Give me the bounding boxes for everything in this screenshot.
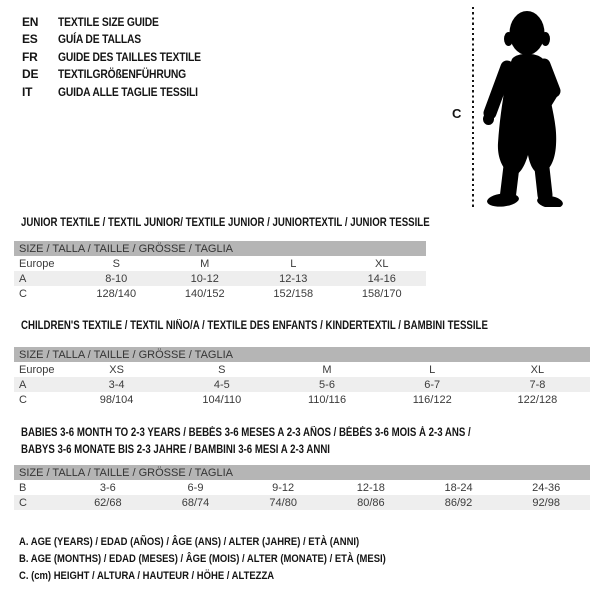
months-cell: 9-12 (272, 481, 295, 494)
height-cell: 104/110 (202, 393, 242, 406)
height-cell: 152/158 (273, 287, 314, 300)
height-cell: 74/80 (269, 496, 297, 509)
size-cell: S (112, 257, 120, 270)
height-cell: 158/170 (361, 287, 402, 300)
size-cell: XL (375, 257, 389, 270)
language-code: FR (22, 49, 38, 64)
baby-silhouette-icon (479, 7, 573, 207)
height-cell: 122/128 (517, 393, 558, 406)
language-row-de (22, 66, 224, 84)
table-row-months (14, 480, 590, 495)
size-header-bar (14, 241, 426, 256)
size-cell: L (290, 257, 297, 270)
row-label: A (19, 272, 27, 285)
age-cell: 14-16 (367, 272, 396, 285)
age-cell: 6-7 (424, 378, 441, 391)
size-header-label: SIZE / TALLA / TAILLE / GRÖSSE / TAGLIA (19, 242, 233, 255)
age-cell: 5-6 (319, 378, 335, 391)
language-row-es (22, 31, 224, 49)
height-measure-label: C (452, 106, 462, 121)
row-label: Europe (19, 363, 55, 376)
height-cell: 110/116 (307, 393, 347, 406)
language-title: GUIDE DES TAILLES TEXTILE (58, 49, 201, 64)
age-cell: 7-8 (529, 378, 546, 391)
language-code: EN (22, 14, 39, 29)
age-cell: 10-12 (190, 272, 219, 285)
language-row-it (22, 83, 224, 101)
row-label: C (19, 496, 27, 509)
language-code: IT (22, 84, 33, 99)
age-cell: 3-4 (108, 378, 125, 391)
size-header-bar (14, 347, 590, 362)
row-label: B (19, 481, 27, 494)
height-cell: 98/104 (99, 393, 134, 406)
row-label: Europe (19, 257, 55, 270)
language-title: GUÍA DE TALLAS (58, 32, 142, 47)
months-cell: 3-6 (99, 481, 116, 494)
language-title-list (22, 13, 224, 101)
table-row-height (14, 495, 590, 510)
size-cell: M (200, 257, 210, 270)
children-table-title: CHILDREN'S TEXTILE / TEXTIL NIÑO/A / TEXTILE DES ENFANTS / KINDERTEXTIL / BAMBINI TESSILE (21, 320, 488, 332)
height-cell: 62/68 (94, 496, 122, 509)
note-age-months: B. AGE (MONTHS) / EDAD (MESES) / ÂGE (MOIS) / ALTER (MONATE) / ETÀ (MESI) (19, 553, 386, 565)
height-cell: 116/122 (412, 393, 452, 406)
junior-table (14, 241, 426, 301)
table-row-height (14, 286, 426, 301)
note-age-years: A. AGE (YEARS) / EDAD (AÑOS) / ÂGE (ANS) / ALTER (JAHRE) / ETÀ (ANNI) (19, 536, 360, 548)
months-cell: 24-36 (532, 481, 561, 494)
months-cell: 6-9 (187, 481, 204, 494)
age-cell: 4-5 (213, 378, 230, 391)
months-cell: 12-18 (356, 481, 385, 494)
language-title: TEXTILGRÖßENFÜHRUNG (58, 67, 187, 82)
babies-table-title (21, 425, 471, 458)
row-label: A (19, 378, 27, 391)
height-cell: 68/74 (181, 496, 210, 509)
legend-notes (19, 534, 446, 585)
months-cell: 18-24 (444, 481, 473, 494)
babies-title-line2: BABYS 3-6 MONATE BIS 2-3 JAHRE / BAMBINI 3-6 MESI A 2-3 ANNI (21, 443, 330, 456)
language-row-en (22, 13, 224, 31)
junior-table-title: JUNIOR TEXTILE / TEXTIL JUNIOR/ TEXTILE JUNIOR / JUNIORTEXTIL / JUNIOR TESSILE (21, 217, 430, 229)
height-cell: 128/140 (96, 287, 137, 300)
height-measure-dashed-line (472, 7, 474, 207)
size-header-label: SIZE / TALLA / TAILLE / GRÖSSE / TAGLIA (19, 348, 233, 361)
language-code: DE (22, 67, 39, 82)
size-cell: L (429, 363, 436, 376)
row-label: C (19, 393, 27, 406)
table-row-europe (14, 362, 590, 377)
age-cell: 8-10 (105, 272, 128, 285)
row-label: C (19, 287, 27, 300)
table-row-age (14, 271, 426, 286)
height-cell: 86/92 (444, 496, 473, 509)
size-cell: M (322, 363, 332, 376)
children-table (14, 347, 590, 407)
babies-title-line1: BABIES 3-6 MONTH TO 2-3 YEARS / BEBÉS 3-6 MESES A 2-3 AÑOS / BÉBÉS 3-6 MOIS À 2-3 ANS / (21, 427, 471, 439)
note-height-cm: C. (cm) HEIGHT / ALTURA / HAUTEUR / HÖHE / ALTEZZA (19, 570, 275, 582)
size-header-label: SIZE / TALLA / TAILLE / GRÖSSE / TAGLIA (19, 466, 233, 479)
age-cell: 12-13 (279, 272, 308, 285)
size-cell: S (218, 363, 226, 376)
height-cell: 80/86 (357, 496, 385, 509)
height-cell: 92/98 (532, 496, 560, 509)
language-title: TEXTILE SIZE GUIDE (58, 14, 159, 29)
table-row-age (14, 377, 590, 392)
language-title: GUIDA ALLE TAGLIE TESSILI (58, 84, 198, 99)
table-row-europe (14, 256, 426, 271)
size-cell: XS (109, 363, 124, 376)
language-code: ES (22, 32, 38, 47)
babies-table (14, 465, 590, 510)
language-row-fr (22, 48, 224, 66)
size-cell: XL (530, 363, 545, 376)
table-row-height (14, 392, 590, 407)
size-header-bar (14, 465, 590, 480)
height-cell: 140/152 (184, 287, 225, 300)
